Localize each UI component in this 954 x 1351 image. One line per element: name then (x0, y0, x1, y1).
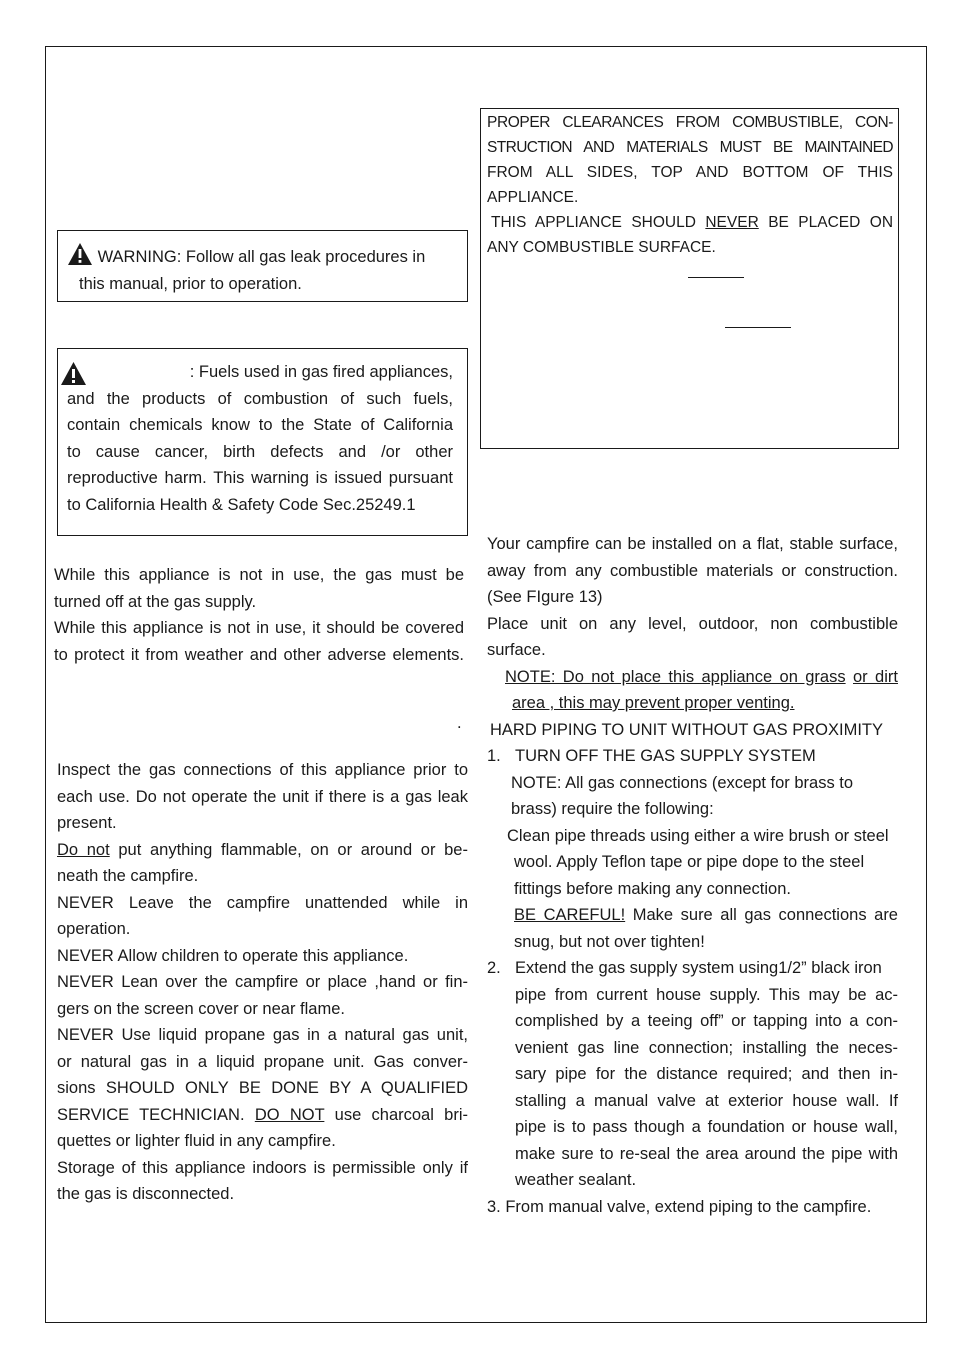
step2-line8: make sure to re-seal the area around the pipe with (515, 1144, 898, 1163)
clearance-line4: APPLIANCE. (487, 189, 579, 206)
clearance-never-line (487, 210, 893, 235)
gas-line5: quettes or lighter fluid in any campfire. (57, 1132, 336, 1150)
gas-line2: or natural gas in a liquid propane unit. Gas conver- (57, 1052, 468, 1071)
clean-line1: Clean pipe threads using either a wire brush or steel (507, 826, 889, 845)
step2-line9: weather sealant. (515, 1171, 637, 1189)
lean-text: Lean over the campfire or place ,hand or fin- (121, 973, 468, 991)
unattended-line2: operation. (57, 920, 131, 938)
step3-line: 3. From manual valve, extend piping to the campfire. (487, 1197, 872, 1216)
be-careful-label: BE CAREFUL! (514, 906, 626, 924)
clearance-line2: STRUCTION AND MATERIALS MUST BE MAINTAINED (487, 139, 893, 156)
careful-text: Make sure all gas connections are (632, 906, 898, 924)
note-text-a: NOTE: Do not place this appliance on grass (505, 667, 846, 686)
note-line2 (487, 690, 898, 717)
careful-line2: snug, but not over tighten! (514, 932, 705, 951)
never-pre-text: THIS APPLIANCE SHOULD (491, 214, 696, 231)
unattended-text: Leave the campfire unattended while in (128, 893, 468, 912)
safety-section (57, 757, 468, 1208)
warning-triangle-icon (67, 242, 93, 266)
step2-line2: pipe from current house supply. This may be ac- (515, 985, 898, 1004)
flammable-text: put anything flammable, on or around or be- (118, 840, 468, 859)
children-text: Allow children to operate this appliance. (117, 946, 409, 965)
step2-number: 2. (487, 959, 501, 977)
inspect-line3: present. (57, 814, 117, 832)
gas-line3: sions SHOULD ONLY BE DONE BY A QUALIFIED (57, 1079, 468, 1097)
installation-section (487, 531, 898, 1220)
gas-leak-warning-line2: this manual, prior to operation. (79, 274, 302, 293)
inspect-line2: each use. Do not operate the unit if there is a gas leak (57, 787, 468, 806)
note2-line1: NOTE: All gas connections (except for brass to (511, 773, 854, 792)
unattended-line1 (57, 890, 468, 917)
clearance-line3: FROM ALL SIDES, TOP AND BOTTOM OF THIS (487, 164, 893, 181)
intro-line2: away from any combustible materials or construction. (487, 561, 898, 580)
prop65-line4: to cause cancer, birth defects and /or other (67, 442, 453, 461)
gas-leak-warning-box (57, 230, 468, 302)
clearance-text (487, 110, 893, 260)
clearance-box (480, 108, 899, 449)
prop65-line6: to California Health & Safety Code Sec.25249.1 (67, 495, 416, 514)
clean-line2: wool. Apply Teflon tape or pipe dope to the steel (514, 853, 865, 871)
intro-line1: Your campfire can be installed on a flat, stable surface, (487, 535, 898, 553)
step1-line (487, 743, 898, 770)
lean-line2: gers on the screen cover or near flame. (57, 999, 345, 1018)
intro-line3: (See FIgure 13) (487, 588, 603, 606)
not-in-use-line1: While this appliance is not in use, the gas must be (54, 566, 464, 584)
gas-line1 (57, 1022, 468, 1049)
step2-line1 (487, 955, 898, 982)
do-not-caps-label: DO NOT (254, 1105, 325, 1124)
careful-line1 (487, 902, 898, 929)
underline-rule (688, 277, 744, 278)
step1-number: 1. (487, 747, 501, 765)
do-not-label: Do not (57, 840, 110, 859)
note-text-b: or dirt (853, 667, 898, 686)
note-line1 (487, 664, 898, 691)
prop65-warning-box (57, 348, 468, 536)
place-line1: Place unit on any level, outdoor, non combustible (487, 614, 898, 633)
hard-piping-heading: HARD PIPING TO UNIT WITHOUT GAS PROXIMITY (490, 720, 883, 739)
place-line2: surface. (487, 641, 546, 659)
inspect-line1: Inspect the gas connections of this appliance prior to (57, 761, 468, 779)
storage-line1: Storage of this appliance indoors is permissible only if (57, 1158, 468, 1177)
note2-line2: brass) require the following: (511, 800, 714, 818)
service-tech-text: SERVICE TECHNICIAN. (57, 1105, 245, 1124)
step2-line7: pipe is to pass though a foundation or house wall, (515, 1118, 898, 1136)
children-line (57, 943, 468, 970)
prop65-line1: : Fuels used in gas fired appliances, (189, 363, 453, 381)
prop65-line2: and the products of combustion of such fuels, (67, 389, 453, 408)
step2-line3: complished by a teeing off” or tapping into a con- (515, 1012, 898, 1030)
gas-leak-warning-line1: WARNING: Follow all gas leak procedures in (97, 248, 426, 266)
not-in-use-section (54, 562, 464, 668)
never-word: NEVER (705, 214, 759, 231)
never-post-text: BE PLACED ON (768, 214, 894, 231)
step2-text: Extend the gas supply system using1/2” black iron (515, 959, 882, 977)
underline-rule (725, 327, 791, 328)
prop65-line3: contain chemicals know to the State of California (67, 416, 453, 434)
flammable-line1 (57, 837, 468, 864)
flammable-line2: neath the campfire. (57, 867, 199, 885)
step2-line5: sary pipe for the distance required; and then in- (515, 1065, 898, 1083)
storage-line2: the gas is disconnected. (57, 1185, 235, 1203)
lean-line1 (57, 969, 468, 996)
never-label: NEVER (57, 1026, 114, 1044)
gas-line4 (57, 1102, 468, 1129)
stray-dot: . (457, 714, 462, 732)
charcoal-text: use charcoal bri- (334, 1105, 468, 1124)
not-in-use-line3: While this appliance is not in use, it should be covered (54, 619, 464, 637)
not-in-use-line2: turned off at the gas supply. (54, 592, 257, 611)
prop65-line5: reproductive harm. This warning is issued pursuant (67, 469, 453, 487)
note-text-c: area , this may prevent proper venting. (512, 694, 795, 712)
clearance-line1: PROPER CLEARANCES FROM COMBUSTIBLE, CON- (487, 114, 893, 131)
not-in-use-line4: to protect it from weather and other adverse elements. (54, 645, 464, 664)
step2-line4: venient gas line connection; installing the neces- (515, 1038, 898, 1057)
gas-text: Use liquid propane gas in a natural gas unit, (121, 1026, 468, 1044)
step2-line6: stalling a manual valve at exterior house wall. If (515, 1091, 898, 1110)
clean-line3: fittings before making any connection. (514, 879, 791, 898)
never-label: NEVER (57, 893, 114, 912)
never-label: NEVER (57, 946, 114, 965)
never-label: NEVER (57, 973, 114, 991)
step1-text: TURN OFF THE GAS SUPPLY SYSTEM (515, 747, 816, 765)
clearance-line6: ANY COMBUSTIBLE SURFACE. (487, 239, 716, 256)
